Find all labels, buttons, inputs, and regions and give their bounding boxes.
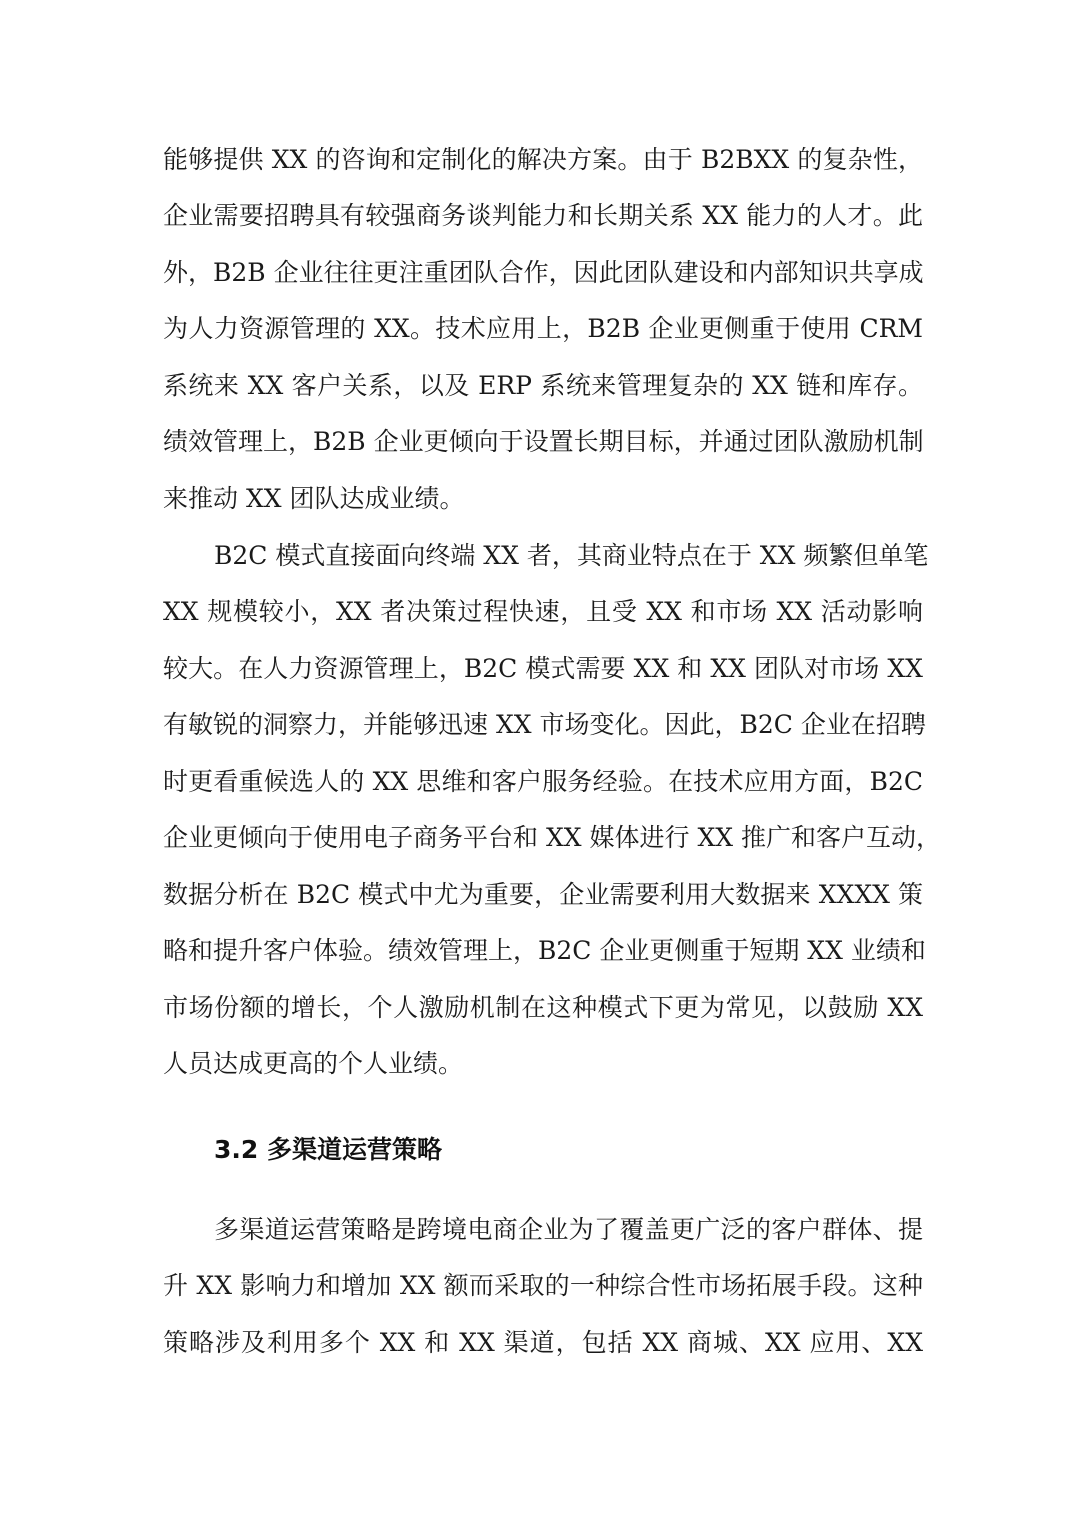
paragraph-3-line-3: 策略涉及利用多个 XX 和 XX 渠道，包括 XX 商城、XX 应用、XX <box>163 1328 923 1357</box>
paragraph-1-line-3: 外，B2B 企业往往更注重团队合作，因此团队建设和内部知识共享成 <box>163 258 924 287</box>
paragraph-2-line-6: 企业更倾向于使用电子商务平台和 XX 媒体进行 XX 推广和客户互动， <box>163 823 941 852</box>
paragraph-2-line-4: 有敏锐的洞察力，并能够迅速 XX 市场变化。因此，B2C 企业在招聘 <box>163 710 926 739</box>
paragraph-2-line-5: 时更看重候选人的 XX 思维和客户服务经验。在技术应用方面，B2C <box>163 767 923 796</box>
paragraph-1-line-2: 企业需要招聘具有较强商务谈判能力和长期关系 XX 能力的人才。此 <box>163 201 923 230</box>
paragraph-3-line-2: 升 XX 影响力和增加 XX 额而采取的一种综合性市场拓展手段。这种 <box>163 1271 923 1300</box>
paragraph-2-line-10: 人员达成更高的个人业绩。 <box>163 1049 464 1078</box>
paragraph-1-line-1: 能够提供 XX 的咨询和定制化的解决方案。由于 B2BXX 的复杂性， <box>163 145 923 174</box>
paragraph-2-line-2: XX 规模较小，XX 者决策过程快速，且受 XX 和市场 XX 活动影响 <box>163 597 923 626</box>
paragraph-2-line-3: 较大。在人力资源管理上，B2C 模式需要 XX 和 XX 团队对市场 XX <box>163 654 923 683</box>
paragraph-1-line-4: 为人力资源管理的 XX。技术应用上，B2B 企业更侧重于使用 CRM <box>163 314 923 343</box>
paragraph-2-line-9: 市场份额的增长，个人激励机制在这种模式下更为常见，以鼓励 XX <box>163 993 923 1022</box>
paragraph-2-line-1: B2C 模式直接面向终端 XX 者，其商业特点在于 XX 频繁但单笔 <box>214 541 929 570</box>
paragraph-1-line-5: 系统来 XX 客户关系，以及 ERP 系统来管理复杂的 XX 链和库存。 <box>163 371 923 400</box>
section-heading: 3.2 多渠道运营策略 <box>214 1135 442 1164</box>
paragraph-3-line-1: 多渠道运营策略是跨境电商企业为了覆盖更广泛的客户群体、提 <box>214 1215 923 1244</box>
paragraph-1-line-7: 来推动 XX 团队达成业绩。 <box>163 484 465 513</box>
paragraph-2-line-8: 略和提升客户体验。绩效管理上，B2C 企业更侧重于短期 XX 业绩和 <box>163 936 926 965</box>
paragraph-2-line-7: 数据分析在 B2C 模式中尤为重要，企业需要利用大数据来 XXXX 策 <box>163 880 923 909</box>
paragraph-1-line-6: 绩效管理上，B2B 企业更倾向于设置长期目标，并通过团队激励机制 <box>163 427 924 456</box>
